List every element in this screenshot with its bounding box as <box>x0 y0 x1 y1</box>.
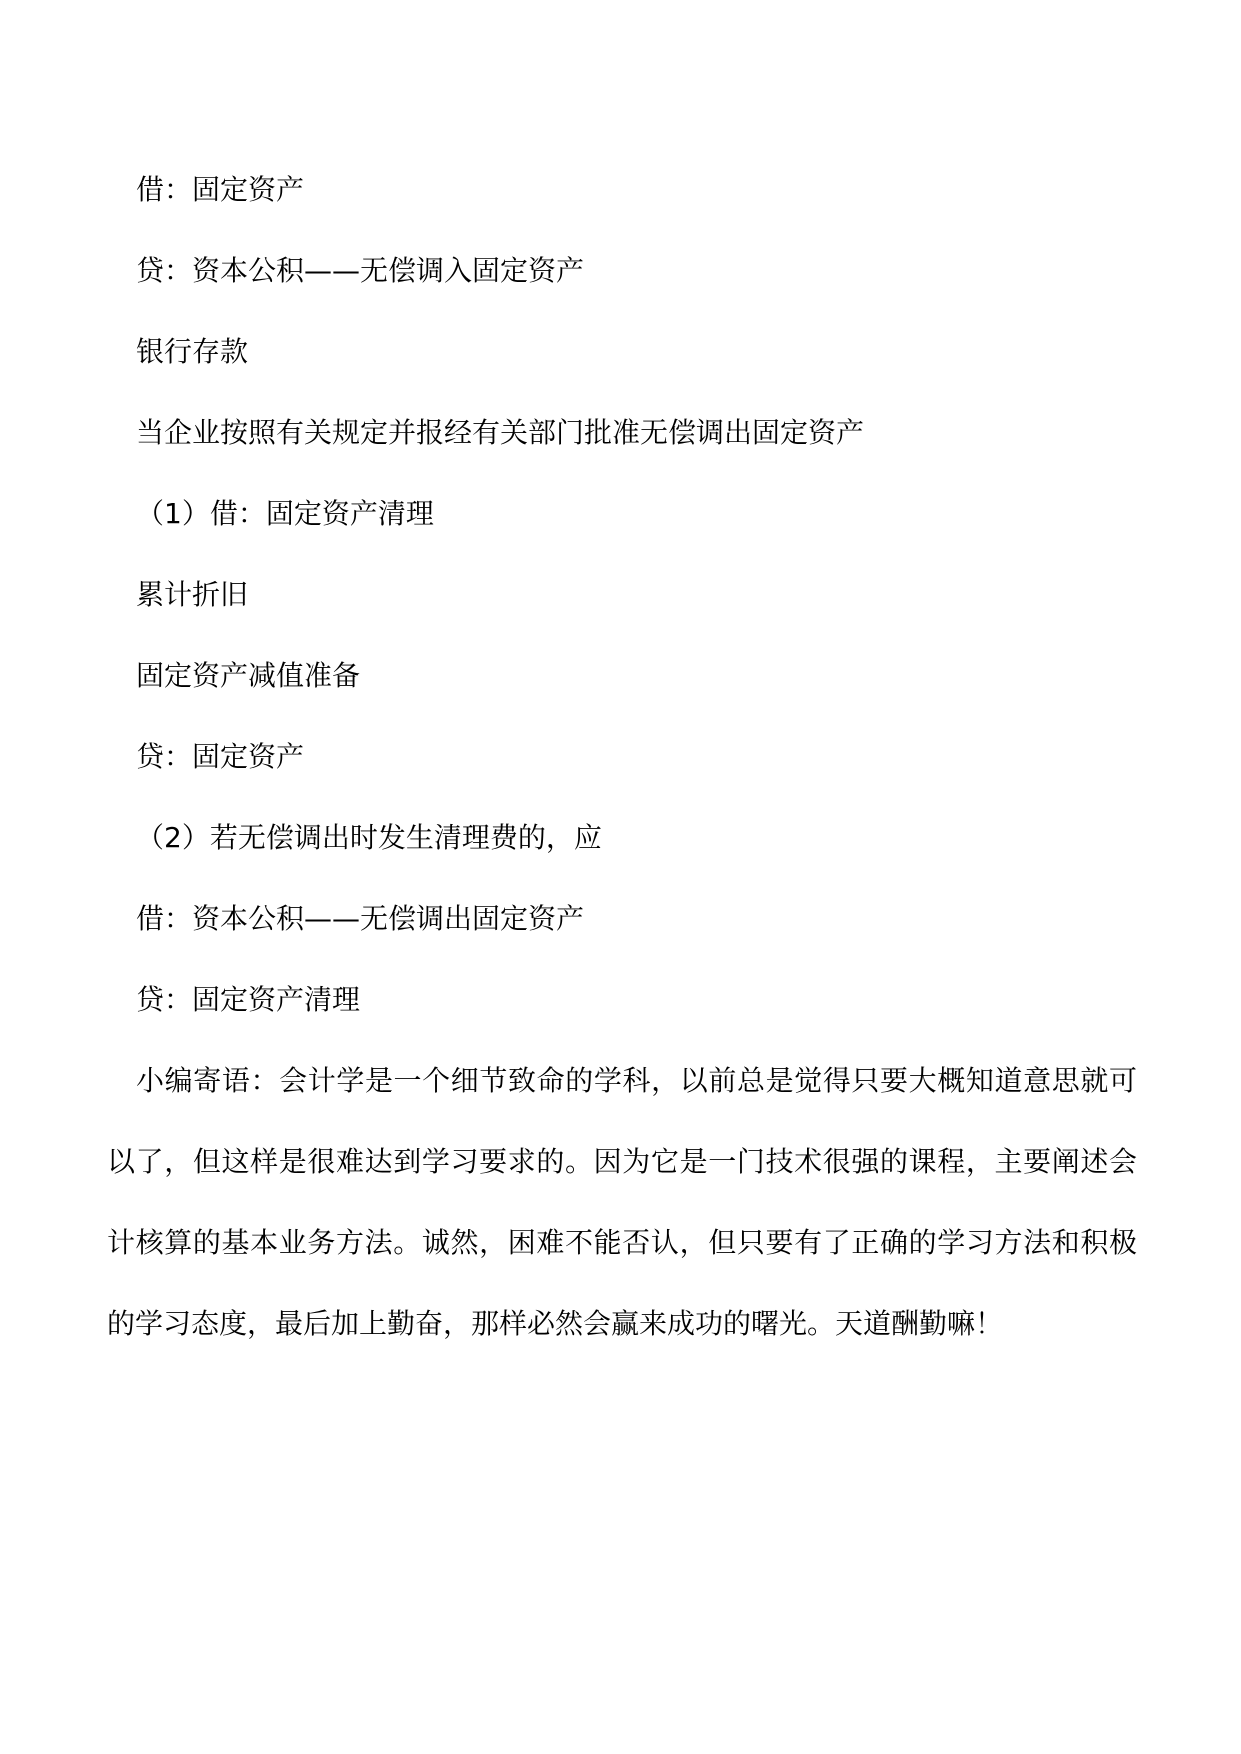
text-line: 贷：固定资产清理 <box>136 983 361 1016</box>
text-line: （1）借：固定资产清理 <box>136 497 434 530</box>
text-line: （2）若无偿调出时发生清理费的，应 <box>136 821 602 854</box>
text-line: 贷：固定资产 <box>136 740 305 773</box>
text-line: 银行存款 <box>136 335 249 368</box>
closing-paragraph: 小编寄语：会计学是一个细节致命的学科，以前总是觉得只要大概知道意思就可以了，但这样是很难达到学习要求的。因为它是一门技术很强的课程，主要阐述会计核算的基本业务方法。诚然，困难不能否认，但只要有了正确的学习方法和积极的学习态度，最后加上勤奋，那样必然会赢来成功的曙光。天道酬勤嘛！ <box>107 1064 1137 1340</box>
text-line: 借：固定资产 <box>136 173 305 206</box>
text-line: 当企业按照有关规定并报经有关部门批准无偿调出固定资产 <box>136 416 865 449</box>
text-line: 累计折旧 <box>136 578 249 611</box>
text-line: 贷：资本公积——无偿调入固定资产 <box>136 254 585 287</box>
text-line: 借：资本公积——无偿调出固定资产 <box>136 902 585 935</box>
text-line: 固定资产减值准备 <box>136 659 361 692</box>
